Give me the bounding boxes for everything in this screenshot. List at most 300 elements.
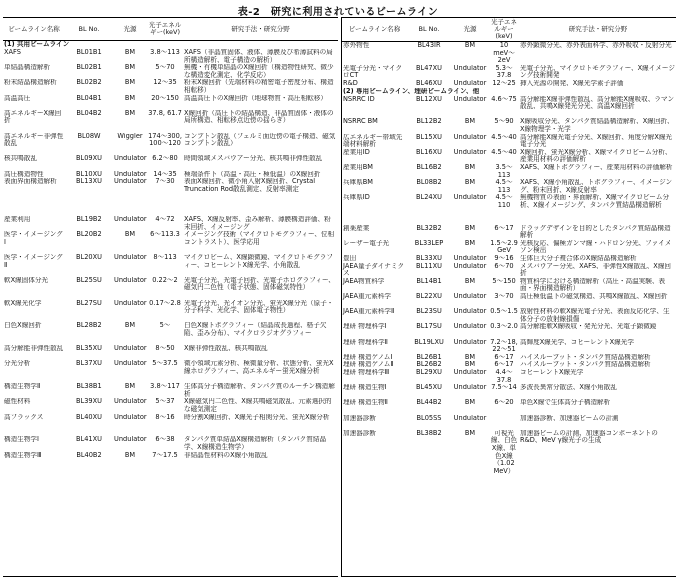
photon-energy: 8〜50 — [155, 345, 175, 353]
table-row — [342, 42, 676, 65]
light-source: Undulator — [114, 398, 147, 406]
beamline-name: 医学・イメージングⅠ — [4, 231, 63, 246]
beamline-name: 高エネルギーX線回折 — [4, 109, 62, 125]
table-row — [342, 240, 676, 255]
research-field: X線非弾性散乱、核共鳴散乱 — [184, 345, 268, 353]
table-row — [3, 322, 338, 345]
bl-number: BL47XU — [416, 64, 442, 72]
beamline-name: 高分解能非弾性散乱 — [4, 345, 64, 353]
research-field: イメージング技術（マイクロトモグラフィー、位相コントラスト）、医学応用 — [184, 231, 335, 246]
header-row — [3, 18, 338, 41]
bl-number: BL45XU — [416, 384, 442, 392]
beamline-name: 広エネルギー帯域先端材料解析 — [343, 133, 403, 149]
light-source — [113, 201, 147, 216]
research-field: 挿入光源の開発、X線光学素子評価 — [520, 79, 624, 87]
research-field: 時間領域メスバウアー分光、核共鳴非弾性散乱 — [184, 155, 323, 163]
table-row — [342, 149, 676, 164]
beamline-name: 磁性材料 — [4, 398, 31, 406]
table-row — [342, 361, 676, 369]
photon-energy: 6〜17 — [494, 353, 514, 361]
photon-energy: 6.2〜80 — [152, 155, 178, 163]
photon-energy: 5.3〜37.8 — [495, 64, 513, 80]
bl-number: BL44B2 — [416, 399, 442, 407]
photon-energy: 174〜300, 100〜120 — [148, 132, 182, 148]
photon-energy: 12〜25 — [492, 79, 516, 87]
bl-number: BL33XU — [416, 255, 442, 263]
photon-energy: 5〜70 — [155, 64, 175, 72]
photon-energy: 20〜150 — [151, 94, 179, 102]
bl-number: BL20XU — [76, 254, 102, 262]
light-source: Undulator — [453, 133, 487, 141]
light-source: BM — [464, 118, 476, 126]
light-source: BM — [464, 163, 476, 171]
table-row — [342, 308, 676, 323]
table-title: 表-2 研究に利用されているビームライン — [237, 7, 439, 18]
beamline-name: 表面界面構造解析 — [4, 178, 57, 186]
photon-energy: 12〜35 — [153, 79, 177, 87]
bl-number: BL01B1 — [76, 49, 102, 56]
table-row — [3, 436, 338, 451]
bl-number: BL13XU — [76, 178, 102, 186]
beamline-name: 高温高圧 — [4, 94, 31, 102]
photon-energy: 0.5〜1.5 — [490, 308, 518, 316]
light-source: BM — [124, 109, 136, 117]
research-field: ハイスループット・タンパク質結晶構造解析 — [520, 361, 651, 369]
research-field: 高分解能X線非弾性散乱、高分解能X線吸収、ラマン散乱、共鳴X線発光分光、高温X線回折 — [520, 95, 675, 111]
table-row — [3, 398, 338, 413]
light-source: Undulator — [114, 276, 147, 284]
beamline-name: 加速器診断 — [343, 414, 376, 422]
table-row — [3, 254, 338, 277]
photon-energy: 10 meV〜2eV — [493, 41, 515, 65]
beamline-name: JAEA重元素科学Ⅱ — [343, 308, 395, 316]
beamline-name: 核共鳴散乱 — [4, 155, 37, 163]
table-row — [342, 225, 676, 240]
table-right — [341, 17, 676, 577]
section-row — [3, 41, 338, 50]
research-field — [183, 201, 338, 216]
table-row — [3, 64, 338, 79]
section-label: (2) 専用ビームライン、理研ビームライン、他 — [343, 87, 480, 95]
bl-number: BL46XU — [416, 79, 442, 87]
beamline-name: NSRRC ID — [343, 95, 375, 103]
table-row — [342, 134, 676, 149]
research-field: 加速器ビームの計測、加速器コンポーネントのR&D、MeV γ線光子の生成 — [520, 429, 658, 445]
photon-energy: 7.2〜18, 22〜51 — [490, 338, 518, 354]
header-research: 研究手法・研究分野 — [519, 18, 676, 42]
light-source: Undulator — [453, 95, 487, 103]
research-field: マイクロビーム、X線顕微鏡、マイクロトモグラフィー、コヒーレントX線光学、小角散乱 — [184, 254, 333, 269]
bl-number: BL39XU — [76, 398, 102, 406]
bl-number: BL24XU — [416, 194, 442, 202]
beamline-name: 産業用ID — [343, 148, 370, 156]
beamline-name: 兵庫県BM — [343, 179, 373, 187]
research-field: コンプトン散乱（フェルミ面近傍の電子構造、磁気コンプトン散乱） — [184, 132, 336, 148]
photon-energy: 4.5〜110 — [495, 194, 513, 209]
light-source: Undulator — [453, 293, 487, 301]
header-energy: 光子エネルギー(keV) — [147, 18, 183, 41]
light-source: Undulator — [453, 308, 487, 316]
photon-energy: 3.5〜113 — [495, 163, 513, 179]
beamline-name: 軟X線固体分光 — [4, 276, 49, 284]
light-source: Undulator — [453, 414, 487, 422]
table-row — [3, 360, 338, 383]
bl-number: BL19LXU — [414, 338, 444, 346]
research-field: 時分割X線回折、X線光子相関分光、蛍光X線分析 — [184, 413, 330, 421]
bl-number: BL08W — [77, 132, 101, 140]
bl-number: BL38B2 — [416, 429, 442, 437]
photon-energy: 8〜16 — [155, 413, 175, 421]
header-bl: BL No. — [65, 18, 113, 41]
bl-number: BL05SS — [416, 414, 442, 422]
light-source: Undulator — [453, 384, 487, 392]
bl-number: BL02B1 — [76, 64, 102, 72]
table-row — [3, 79, 338, 94]
table-row — [342, 263, 676, 278]
light-source: Undulator — [114, 436, 147, 444]
research-field: XAFS（非晶質固体、液体、薄膜及び希薄試料の局所構造解析、電子構造の解析） — [184, 49, 333, 64]
beamline-name: レーザー電子光 — [343, 239, 390, 247]
table-row — [3, 171, 338, 179]
beamline-name: 理研 構造生物Ⅰ — [343, 384, 387, 392]
research-field: 光電子分光、光電子回折、光電子ホログラフィー、磁気円二色性（電子状態、固体磁気特性） — [184, 276, 335, 292]
photon-energy: 14〜35 — [153, 170, 177, 178]
beamline-name: 分光分析 — [4, 360, 31, 368]
photon-energy: 7.5〜14 — [491, 384, 517, 392]
photon-energy: 7〜17.5 — [152, 451, 178, 459]
photon-energy: 5〜90 — [494, 118, 514, 126]
beamline-name: 光電子分光・マイクロCT — [343, 64, 403, 80]
table-row — [3, 383, 338, 398]
bl-number: BL11XU — [416, 262, 442, 270]
section-label: (1) 共用ビームライン — [4, 40, 70, 48]
bl-number: BL04B1 — [76, 94, 102, 102]
light-source: BM — [464, 224, 476, 232]
photon-energy: 6〜17 — [494, 361, 514, 369]
table-row — [3, 300, 338, 323]
research-field: 生体高分子構造解析、タンパク質のルーチン構造解析 — [184, 383, 335, 398]
light-source: Undulator — [114, 345, 147, 353]
table-row — [3, 345, 338, 360]
bl-number: BL40XU — [76, 413, 102, 421]
light-source: Undulator — [453, 255, 487, 263]
bl-number: BL33LEP — [414, 239, 444, 247]
beamline-name: 構造生物学Ⅰ — [4, 436, 39, 444]
research-field: 高輝度X線光学、コヒーレントX線光学 — [520, 338, 634, 346]
photon-energy: 0.22〜2 — [152, 276, 178, 284]
photon-energy: 5〜37 — [155, 398, 175, 406]
research-field: 粉末X線回折（先端材料の精密電子密度分布、構造相転移） — [184, 79, 334, 94]
research-field: 加速器診断、加速器ビームの計測 — [520, 414, 619, 422]
photon-energy: 9〜16 — [494, 255, 514, 263]
header-source: 光源 — [451, 18, 489, 42]
table-row — [342, 118, 676, 133]
photon-energy: 4〜72 — [155, 216, 175, 224]
beamline-name: JAEA量子ダイナミクス — [343, 262, 405, 278]
table-row — [342, 278, 676, 293]
bl-number: BL26B2 — [416, 361, 442, 369]
table-row — [3, 216, 338, 231]
research-field: 極端条件下（高温・高圧・極低温）のX線回折 — [184, 170, 321, 178]
beamline-name: 赤外物性 — [343, 41, 370, 49]
beamline-name: 理研 物理科学Ⅰ — [343, 323, 387, 331]
research-field: 生体巨大分子複合体のX線結晶構造解析 — [520, 255, 637, 263]
table-row — [342, 80, 676, 88]
bl-number: BL29XU — [416, 368, 442, 376]
photon-energy — [489, 415, 519, 430]
bl-number: BL37XU — [76, 360, 102, 368]
light-source: Undulator — [114, 170, 147, 178]
photon-energy: 6〜113.3 — [150, 231, 180, 239]
beamline-name: 理研 構造ゲノムⅡ — [343, 361, 394, 369]
photon-energy: 4.5〜40 — [491, 133, 517, 141]
beamline-name: XAFS — [4, 49, 21, 56]
bl-number: BL20B2 — [76, 231, 102, 239]
photon-energy: 5〜 — [159, 322, 171, 330]
research-field: 光電子分光、マイクロトモグラフィー、X線イメージング技術開発 — [520, 64, 675, 80]
photon-energy: 0.3〜2.0 — [490, 323, 518, 331]
photon-energy — [147, 201, 183, 216]
research-field: 表面X線回折、微小角入射X線回折、Crystal Truncation Rod散乱測定、反射率測定 — [184, 178, 316, 193]
bl-number: BL16XU — [416, 148, 442, 156]
light-source: BM — [124, 383, 136, 391]
light-source: BM — [124, 94, 136, 102]
research-field: メスバウアー分光、XAFS、非弾性X線散乱、X線回折 — [520, 262, 672, 278]
research-field: 非結晶性材料のX線小角散乱 — [184, 451, 268, 459]
beamline-name: 理研 物理科学Ⅱ — [343, 338, 388, 346]
table-row — [342, 430, 676, 476]
light-source: Undulator — [453, 262, 487, 270]
bl-number: BL40B2 — [76, 451, 102, 459]
bl-number: BL19B2 — [76, 216, 102, 224]
bl-number: BL12B2 — [416, 118, 442, 126]
header-name: ビームライン名称 — [3, 18, 65, 41]
photon-energy: 5〜37.5 — [152, 360, 178, 368]
beamline-name: 加速器診断 — [343, 429, 376, 437]
photon-energy: 4.4〜37.8 — [495, 368, 513, 384]
light-source: Undulator — [453, 323, 487, 331]
table-row — [342, 65, 676, 80]
light-source: Undulator — [453, 368, 487, 376]
table-row — [3, 201, 338, 216]
table-row — [3, 110, 338, 133]
bl-number: BL12XU — [416, 95, 442, 103]
bl-number: BL17SU — [416, 323, 442, 331]
beamline-name: 構造生物学Ⅲ — [4, 451, 42, 459]
bl-number: BL02B2 — [76, 79, 102, 87]
photon-energy: 8〜113 — [153, 254, 177, 262]
table-row — [3, 277, 338, 300]
light-source: BM — [124, 64, 136, 72]
research-field: XAFS、X線トポグラフィー、産業用材料の評価解析 — [520, 163, 673, 171]
light-source: BM — [464, 399, 476, 407]
table-row — [3, 178, 338, 201]
photon-energy: 4.6〜75 — [491, 95, 517, 103]
light-source: BM — [464, 41, 476, 49]
light-source: Undulator — [453, 148, 487, 156]
research-field: X線吸収分光、タンパク質結晶構造解析、X線回折、X線物理学・光学 — [520, 118, 674, 133]
table-row — [3, 95, 338, 110]
table-row — [342, 164, 676, 179]
beamline-name: 理研 構造生物Ⅱ — [343, 399, 388, 407]
beamline-name: 単結晶構造解析 — [4, 64, 51, 72]
research-field: ハイスループット・タンパク質結晶構造解析 — [520, 353, 651, 361]
bl-number: BL35XU — [76, 345, 102, 353]
table-row — [342, 354, 676, 362]
light-source: BM — [464, 353, 476, 361]
header-bl: BL No. — [407, 18, 451, 42]
photon-energy: 3〜70 — [494, 293, 514, 301]
light-source: Undulator — [114, 413, 147, 421]
table-row — [342, 339, 676, 354]
table-row — [342, 194, 676, 224]
research-field: タンパク質単結晶X線構造解析（タンパク質結晶学、X線構造生物学） — [184, 436, 327, 452]
beamline-name: 創薬産業 — [343, 224, 370, 232]
research-field: XAFS、X線小角散乱、トポグラフィー、イメージング、粉末回折、X線反射率 — [520, 179, 673, 194]
table-row — [3, 231, 338, 254]
beamline-name: 産業利用 — [4, 216, 31, 224]
table-left — [3, 17, 338, 577]
table-row — [342, 323, 676, 338]
bl-number: BL26B1 — [416, 353, 442, 361]
light-source: Wiggler — [117, 132, 143, 140]
research-field: 高温高圧下のX線回折（地球物質・高圧相転移） — [184, 94, 327, 102]
header-research: 研究手法・研究分野 — [183, 18, 338, 41]
bl-number: BL28B2 — [76, 322, 102, 330]
header-source: 光源 — [113, 18, 147, 41]
table-row — [342, 415, 676, 430]
table-row — [342, 369, 676, 384]
beamline-name: R&D — [343, 79, 358, 87]
photon-energy: 可視光線、白色X線、単色X線（1.02 MeV） — [490, 429, 518, 475]
beamline-name: 構造生物学Ⅱ — [4, 383, 41, 391]
table-row — [3, 133, 338, 156]
research-field: 高圧極低温下の磁気構造、共鳴X線散乱、X線回折 — [520, 293, 668, 301]
research-field: コヒーレントX線光学 — [520, 368, 584, 376]
research-field: 物質科学における構造解析（高圧・高温実験、表面・界面構造解析） — [520, 277, 666, 293]
light-source: Undulator — [114, 178, 147, 186]
table-row — [342, 96, 676, 119]
beamline-name: 高フラックス — [4, 413, 44, 421]
bl-number: BL43IR — [417, 41, 441, 49]
research-field: 赤外顕微分光、赤外表面科学、赤外吸収・反射分光 — [520, 41, 672, 49]
beamline-name: 理研 構造ゲノムⅠ — [343, 353, 393, 361]
light-source: BM — [464, 429, 476, 437]
research-field: 無機・有機単結晶のX線回折（構造物性研究、微少な構造変化測定、化学反応） — [184, 64, 334, 79]
photon-energy: 6〜17 — [494, 224, 514, 232]
research-field: 高分解能X線光電子分光、X線回折、角度分解X線光電子分光 — [520, 133, 673, 149]
bl-number: BL16B2 — [416, 163, 442, 171]
research-field: 微小領域元素分析、極微量分析、状態分析、蛍光X線ホログラフィー、高エネルギー蛍光X線分析 — [184, 360, 334, 376]
beamline-name: 白色X線回折 — [4, 322, 42, 330]
bl-number: BL23SU — [416, 308, 442, 316]
table-row — [342, 255, 676, 263]
light-source: Undulator — [453, 194, 487, 202]
section-row — [342, 88, 676, 96]
research-field: X線回折（高圧下の結晶構造、非晶質固体・液体の局所構造、相転移点近傍の揺らぎ） — [184, 109, 334, 125]
photon-energy: 7〜30 — [155, 178, 175, 186]
research-field: 白色X線トポグラフィー（結晶成長過程、格子欠陥、歪み分布）、マイクロラジオグラフィー — [184, 322, 327, 338]
light-source: BM — [464, 277, 476, 285]
photon-energy: 6〜20 — [494, 399, 514, 407]
photon-energy: 6〜70 — [494, 262, 514, 270]
research-field: XAFS、X線反射率、歪み解析、薄膜構造評価、粉末回折、イメージング — [184, 216, 331, 231]
light-source: BM — [124, 49, 136, 56]
bl-number: BL25SU — [76, 276, 102, 284]
photon-energy: 3.8〜113 — [150, 49, 180, 56]
light-source: Undulator — [453, 64, 487, 72]
light-source: Undulator — [114, 254, 147, 262]
research-field: 光電子分光、光イオン分光、蛍光X線分光（原子・分子科学、光化学、固体電子物性） — [184, 299, 334, 315]
beamline-name: 高圧構造物性 — [4, 170, 44, 178]
beamline-name: 高エネルギー非弾性散乱 — [4, 132, 64, 148]
research-field: 単色X線で生体高分子構造解析 — [520, 399, 611, 407]
research-field: 多波長異常分散法、X線小角散乱 — [520, 384, 617, 392]
light-source: Undulator — [453, 338, 487, 346]
light-source: Undulator — [114, 299, 147, 307]
research-field: ドラッグデザインを目的としたタンパク質結晶構造解析 — [520, 224, 671, 240]
bl-number: BL10XU — [76, 170, 102, 178]
photon-energy: 1.5〜2.9 GeV — [490, 239, 518, 255]
beamline-name: 理研 物理科学Ⅲ — [343, 368, 390, 376]
bl-number: BL32B2 — [416, 224, 442, 232]
bl-number: BL22XU — [416, 293, 442, 301]
table-row — [3, 414, 338, 437]
beamline-name: 医学・イメージングⅡ — [4, 254, 63, 269]
beamline-name — [3, 201, 65, 216]
photon-energy: 0.17〜2.8 — [149, 299, 181, 307]
beamline-name: JAEA重元素科学 — [343, 293, 391, 301]
table-row — [3, 155, 338, 170]
research-field: 無機物質の表面・界面解析、X線マイクロビーム分析、X線イメージング、タンパク質結晶構造解析 — [520, 194, 670, 209]
photon-energy: 5〜150 — [492, 277, 516, 285]
photon-energy: 4.5〜113 — [495, 179, 513, 194]
beamline-name: 軟X線光化学 — [4, 299, 42, 307]
light-source: BM — [464, 239, 476, 247]
light-source: Undulator — [114, 360, 147, 368]
light-source: Undulator — [114, 155, 147, 163]
photon-energy: 37.8, 61.7 — [148, 109, 182, 117]
table-row — [3, 49, 338, 64]
bl-number: BL14B1 — [416, 277, 442, 285]
photon-energy: 4.5〜40 — [491, 148, 517, 156]
table-row — [342, 179, 676, 194]
photon-energy: 6〜38 — [155, 436, 175, 444]
bl-number: BL08B2 — [416, 179, 442, 187]
research-field: 光核反応、偏極ガンマ線・ハドロン分光、ファイメソン検出 — [520, 239, 672, 255]
table-row — [342, 384, 676, 399]
research-field: X線磁気円二色性、X線共鳴磁気散乱、元素選択的な磁気測定 — [184, 398, 332, 414]
bl-number: BL04B2 — [76, 109, 102, 117]
header-energy: 光子エネルギー(keV) — [491, 18, 517, 40]
beamline-name: 兵庫県ID — [343, 194, 370, 202]
bl-number: BL09XU — [76, 155, 102, 163]
bl-number — [65, 201, 113, 216]
table-row — [342, 293, 676, 308]
light-source: BM — [124, 322, 136, 330]
light-source: BM — [464, 179, 476, 187]
beamline-name: 産業用BM — [343, 163, 373, 171]
light-source: BM — [124, 231, 136, 239]
bl-number: BL15XU — [416, 133, 442, 141]
beamline-name: 粉末結晶構造解析 — [4, 79, 57, 87]
table-row — [3, 452, 338, 460]
light-source: BM — [124, 451, 136, 459]
header-row — [342, 18, 676, 42]
header-name: ビームライン名称 — [342, 18, 407, 42]
bl-number: BL41XU — [76, 436, 102, 444]
research-field: X線回折、蛍光X線分析、X線マイクロビーム分析、産業用材料の評価解析 — [520, 148, 672, 164]
